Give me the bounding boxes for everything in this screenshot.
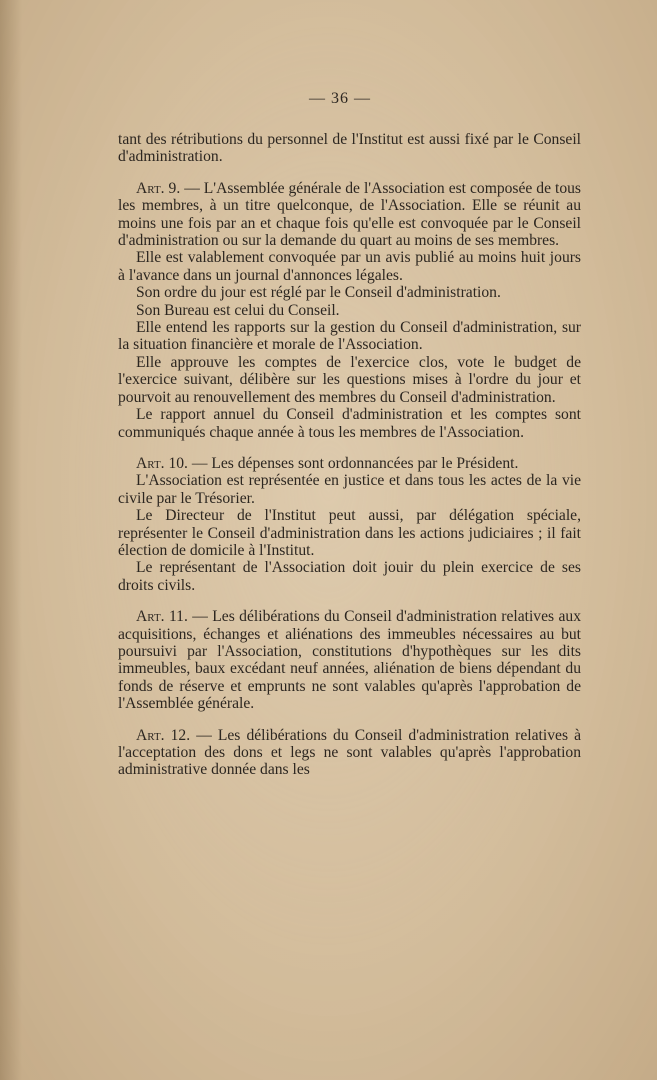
article-paragraph: Art. 9. — L'Assemblée générale de l'Association est composée de tous les membres, à un titre quelconque, de l'Association. Elle se réunit au moins une fois par an et chaque fois qu'elle est convoquée par le Conseil d'administration ou sur la demande du quart au moins de ses membres. bbox=[118, 179, 581, 250]
paragraph: Elle approuve les comptes de l'exercice clos, vote le budget de l'exercice suivant, délibère sur les questions mises à l'ordre du jour et pourvoit au renouvellement des membres du Conseil d'administration. bbox=[118, 353, 581, 406]
page-edge-shadow bbox=[0, 0, 22, 1080]
paragraph: Elle entend les rapports sur la gestion du Conseil d'administration, sur la situation financière et morale de l'Association. bbox=[118, 319, 581, 354]
article-label: Art. bbox=[136, 179, 165, 197]
paragraph: tant des rétributions du personnel de l'Institut est aussi fixé par le Conseil d'administration. bbox=[118, 131, 581, 166]
article-paragraph: Art. 12. — Les délibérations du Conseil d'administration relatives à l'acceptation des dons et legs ne sont valables qu'après l'approbation administrative donnée dans les bbox=[118, 726, 581, 779]
paragraph: L'Association est représentée en justice et dans tous les actes de la vie civile par le Trésorier. bbox=[118, 472, 581, 507]
body-text bbox=[118, 131, 581, 779]
article-paragraph: Art. 11. — Les délibérations du Conseil d'administration relatives aux acquisitions, échanges et aliénations des immeubles nécessaires au but poursuivi par l'Association, constitutions d'hypothèques sur les dits immeubles, baux excédant neuf années, aliénation de biens dépendant du fonds de réserve et emprunts ne sont valables qu'après l'approbation de l'Assemblée générale. bbox=[118, 608, 581, 713]
paragraph: Son Bureau est celui du Conseil. bbox=[136, 301, 340, 319]
article-paragraph: Art. 10. — Les dépenses sont ordonnancées par le Président. bbox=[136, 454, 519, 472]
paragraph: Le rapport annuel du Conseil d'administration et les comptes sont communiqués chaque année à tous les membres de l'Association. bbox=[118, 406, 581, 441]
paragraph: Son ordre du jour est réglé par le Conseil d'administration. bbox=[136, 284, 501, 302]
article-label: Art. bbox=[136, 454, 165, 472]
article-label: Art. bbox=[136, 726, 165, 744]
paragraph: Le représentant de l'Association doit jouir du plein exercice de ses droits civils. bbox=[118, 559, 581, 594]
paragraph: Elle est valablement convoquée par un avis publié au moins huit jours à l'avance dans un journal d'annonces légales. bbox=[118, 249, 581, 284]
article-label: Art. bbox=[136, 608, 165, 626]
page-number: — 36 — bbox=[309, 90, 371, 107]
paragraph: Le Directeur de l'Institut peut aussi, par délégation spéciale, représenter le Conseil d'administration dans les actions judiciaires ; il fait élection de domicile à l'Institut. bbox=[118, 507, 581, 559]
